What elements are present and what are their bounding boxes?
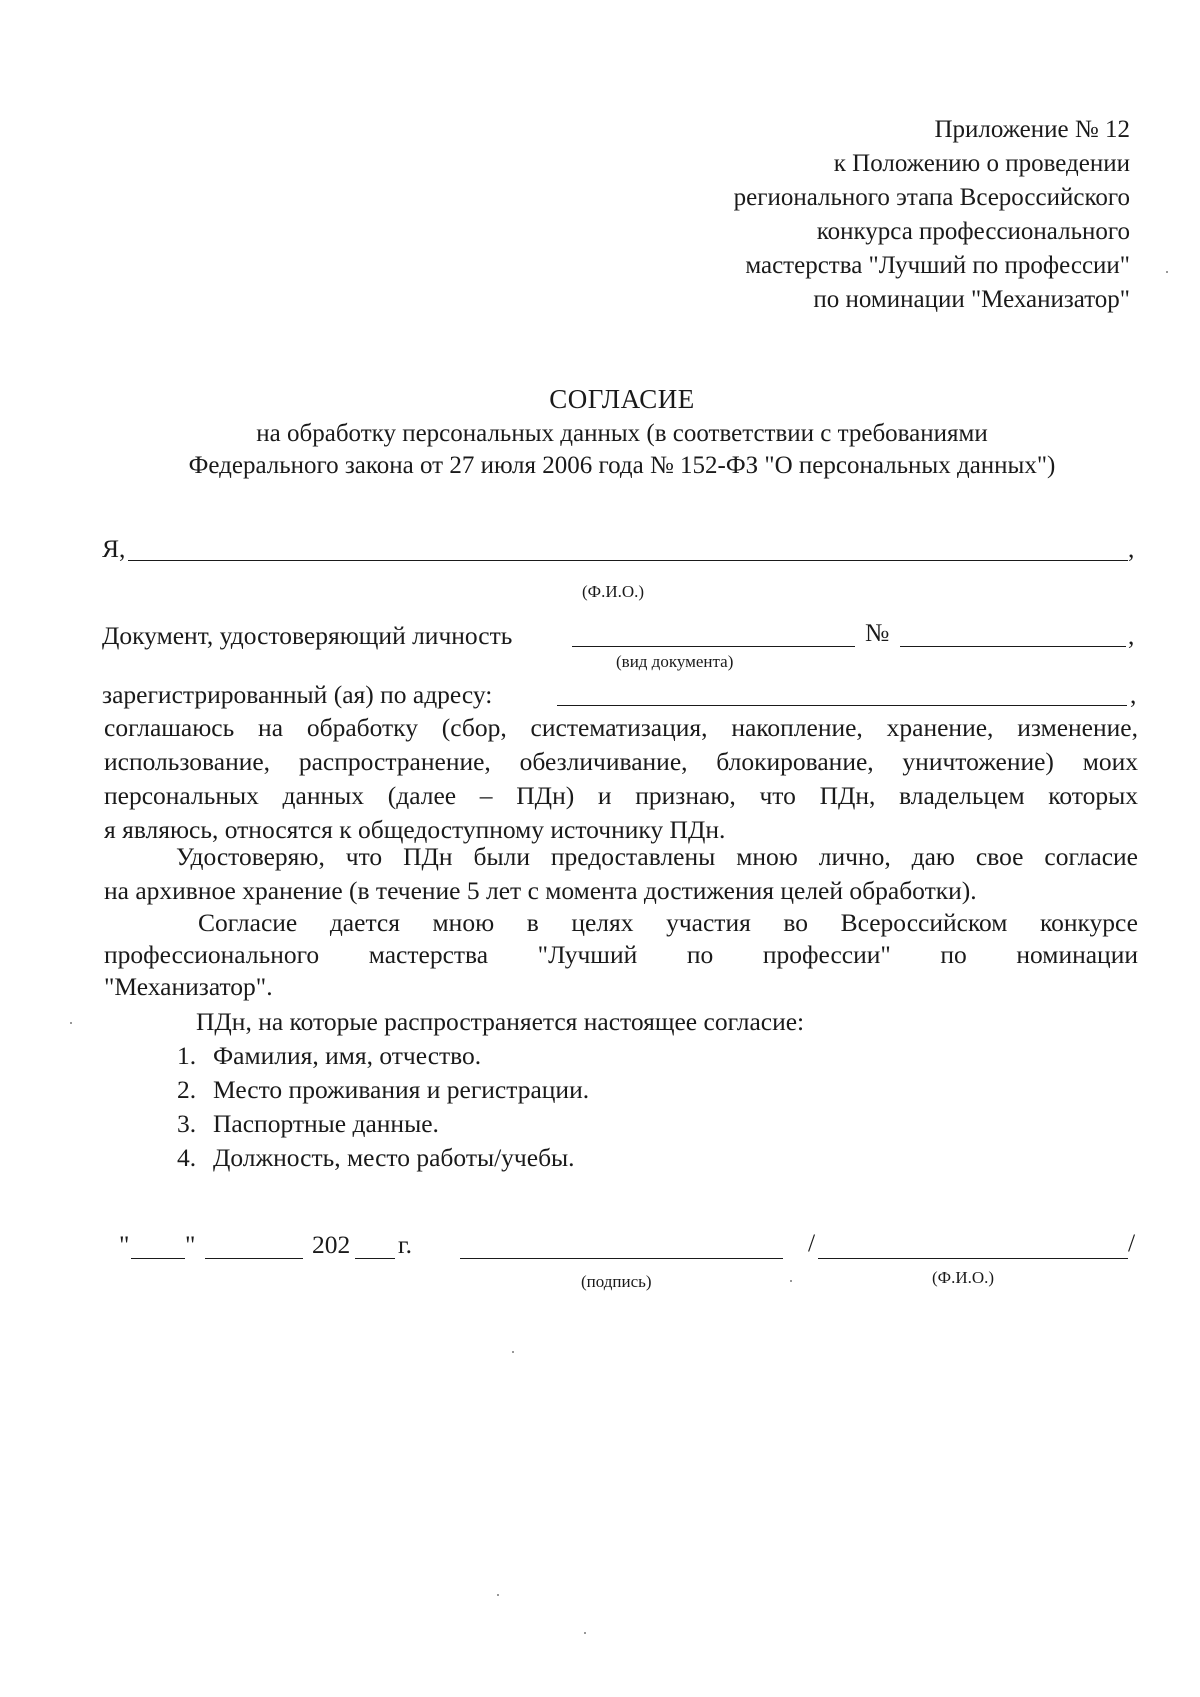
year-prefix: 202	[312, 1230, 351, 1259]
document-title: СОГЛАСИЕ	[549, 384, 695, 414]
doc-label: Документ, удостоверяющий личность	[102, 621, 513, 650]
consent-text-line-2: использование, распространение, обезличивание, блокирование, уничтожение) моих	[104, 747, 1138, 776]
comma-2: ,	[1128, 621, 1135, 650]
doc-number-field[interactable]	[900, 646, 1126, 647]
appendix-line-5: мастерства "Лучший по профессии"	[745, 252, 1130, 279]
appendix-line-6: по номинации "Механизатор"	[813, 286, 1130, 313]
address-label: зарегистрированный (ая) по адресу:	[102, 680, 493, 709]
month-field[interactable]	[205, 1258, 303, 1259]
list-item-2: Место проживания и регистрации.	[213, 1075, 590, 1104]
address-field[interactable]	[557, 705, 1127, 706]
scan-speck	[1166, 271, 1168, 273]
day-field[interactable]	[131, 1258, 185, 1259]
appendix-line-4: конкурса профессионального	[816, 218, 1130, 245]
consent-text-line-4: я являюсь, относятся к общедоступному источнику ПДн.	[104, 815, 726, 844]
signature-field[interactable]	[460, 1258, 783, 1259]
list-item-4-number: 4.	[177, 1143, 197, 1172]
signature-fio-field[interactable]	[818, 1258, 1128, 1259]
list-item-1: Фамилия, имя, отчество.	[213, 1041, 482, 1070]
comma-3: ,	[1130, 680, 1137, 709]
list-item-3: Паспортные данные.	[213, 1109, 439, 1138]
comma-1: ,	[1128, 534, 1135, 563]
date-quote-close: "	[185, 1230, 196, 1259]
fio-caption: (Ф.И.О.)	[582, 582, 645, 601]
subtitle-line-2: Федерального закона от 27 июля 2006 года № 152-ФЗ "О персональных данных")	[188, 452, 1056, 479]
year-field[interactable]	[355, 1258, 395, 1259]
doc-type-field[interactable]	[572, 646, 855, 647]
year-suffix: г.	[398, 1230, 412, 1259]
certify-text-line-1: Удостоверяю, что ПДн были предоставлены мною лично, даю свое согласие	[176, 842, 1138, 871]
list-item-2-number: 2.	[177, 1075, 197, 1104]
number-sign: №	[865, 618, 890, 647]
subtitle-line-1: на обработку персональных данных (в соответствии с требованиями	[256, 420, 988, 447]
date-quote-open: "	[119, 1230, 130, 1259]
slash-close: /	[1128, 1228, 1136, 1257]
list-item-3-number: 3.	[177, 1109, 197, 1138]
signature-fio-caption: (Ф.И.О.)	[932, 1268, 995, 1287]
purpose-text-line-2: профессионального мастерства "Лучший по профессии" по номинации	[104, 940, 1138, 969]
list-item-1-number: 1.	[177, 1041, 197, 1070]
scan-speck	[70, 1022, 72, 1024]
scan-speck	[584, 1632, 586, 1634]
scan-speck	[497, 1594, 499, 1596]
certify-text-line-2: на архивное хранение (в течение 5 лет с момента достижения целей обработки).	[104, 876, 977, 905]
pdn-list-intro: ПДн, на которые распространяется настоящее согласие:	[196, 1007, 805, 1036]
i-label: Я,	[102, 534, 126, 563]
purpose-text-line-1: Согласие дается мною в целях участия во Всероссийском конкурсе	[198, 908, 1138, 937]
doc-type-caption: (вид документа)	[616, 652, 734, 671]
purpose-text-line-3: "Механизатор".	[104, 972, 273, 1001]
appendix-number: Приложение № 12	[934, 116, 1130, 143]
scan-speck	[512, 1351, 514, 1353]
scan-speck	[790, 1280, 792, 1282]
slash-open: /	[808, 1228, 816, 1257]
fio-field[interactable]	[128, 560, 1128, 561]
consent-text-line-3: персональных данных (далее – ПДн) и признаю, что ПДн, владельцем которых	[104, 781, 1138, 810]
consent-text-line-1: соглашаюсь на обработку (сбор, систематизация, накопление, хранение, изменение,	[104, 713, 1138, 742]
signature-caption: (подпись)	[581, 1272, 652, 1291]
appendix-line-3: регионального этапа Всероссийского	[733, 184, 1130, 211]
list-item-4: Должность, место работы/учебы.	[213, 1143, 575, 1172]
appendix-line-2: к Положению о проведении	[833, 150, 1130, 177]
